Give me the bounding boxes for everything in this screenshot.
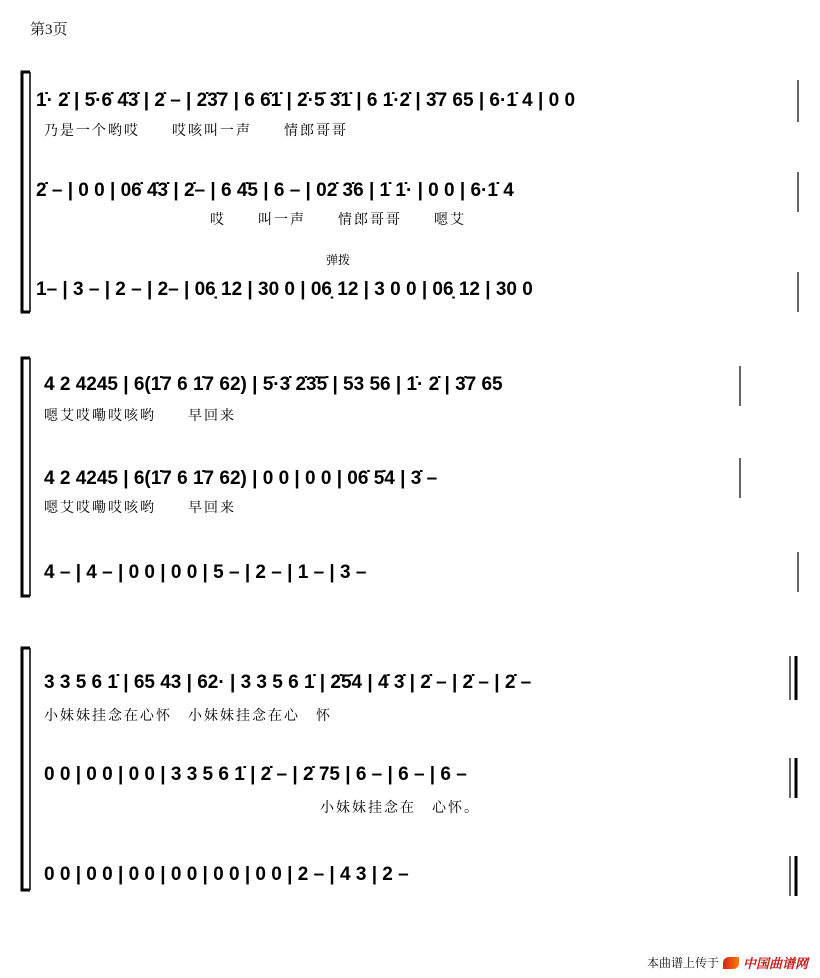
part-notes: 1̇· 2̇ | 5̇·6̇ 4̇3̇ | 2̇ – | 2̇3̇7 | 6 6̇1̇ | 2̇·5̇ 3̇1̇ | 6 1̇·2̇ | 3̇7 65 | 6·1̇ 4 | 0 0 (36, 90, 576, 111)
part-notes: 4 2 4245 | 6(1̇7 6 1̇7 62) | 0 0 | 0 0 | 06̇ 5̇4 | 3̇ – (44, 468, 438, 489)
system-1 (22, 72, 798, 312)
site-logo-icon (723, 957, 739, 969)
system-brace (22, 358, 30, 596)
system-brace (22, 72, 30, 312)
site-name: 中国曲谱网 (742, 957, 808, 972)
lyrics: 嗯艾哎嘞哎咳哟 早回来 (44, 500, 236, 516)
lyrics: 乃是一个哟哎 哎咳叫一声 情郎哥哥 (44, 123, 348, 139)
system-brace (22, 648, 30, 890)
footer-text: 本曲谱上传于 (646, 956, 719, 970)
part-notes: 3 3 5 6 1̇ | 65 43 | 62· | 3 3 5 6 1̇ | 2̇5̇4 | 4̇ 3̇ | 2̇ – | 2̇ – | 2̇ – (44, 672, 532, 693)
part-notes: 0 0 | 0 0 | 0 0 | 0 0 | 0 0 | 0 0 | 2 – | 4 3 | 2 – (44, 864, 409, 885)
lyrics: 嗯艾哎嘞哎咳哟 早回来 (44, 408, 236, 424)
part-notes: 4 – | 4 – | 0 0 | 0 0 | 5 – | 2 – | 1 – | 3 – (44, 562, 367, 583)
system-2 (22, 358, 798, 596)
performance-annotation: 弹拨 (326, 253, 351, 267)
footer (647, 953, 808, 972)
lyrics: 小妹妹挂念在心怀 小妹妹挂念在心 怀 (44, 708, 332, 724)
part-notes: 1– | 3 – | 2 – | 2– | 06̣ 12 | 30 0 | 06̣ 12 | 3 0 0 | 06̣ 12 | 30 0 (36, 279, 533, 300)
part-notes: 0 0 | 0 0 | 0 0 | 3 3 5 6 1̇ | 2̇ – | 2̇ 75 | 6 – | 6 – | 6 – (44, 764, 467, 785)
part-notes: 2̇ – | 0 0 | 06̇ 4̇3̇ | 2̇– | 6 4̇5 | 6 – | 02̇ 3̇6 | 1̇ 1̇· | 0 0 | 6·1̇ 4 (36, 180, 514, 201)
lyrics: 哎 叫一声 情郎哥哥 嗯艾 (210, 212, 466, 228)
lyrics: 小妹妹挂念在 心怀。 (320, 800, 480, 816)
part-notes: 4 2 4245 | 6(1̇7 6 1̇7 62) | 5̇·3̇ 2̇3̇5̇ | 53 56 | 1̇· 2̇ | 3̇7 65 (44, 374, 503, 395)
page-label: 第3页 (30, 22, 68, 38)
system-3 (22, 648, 796, 896)
